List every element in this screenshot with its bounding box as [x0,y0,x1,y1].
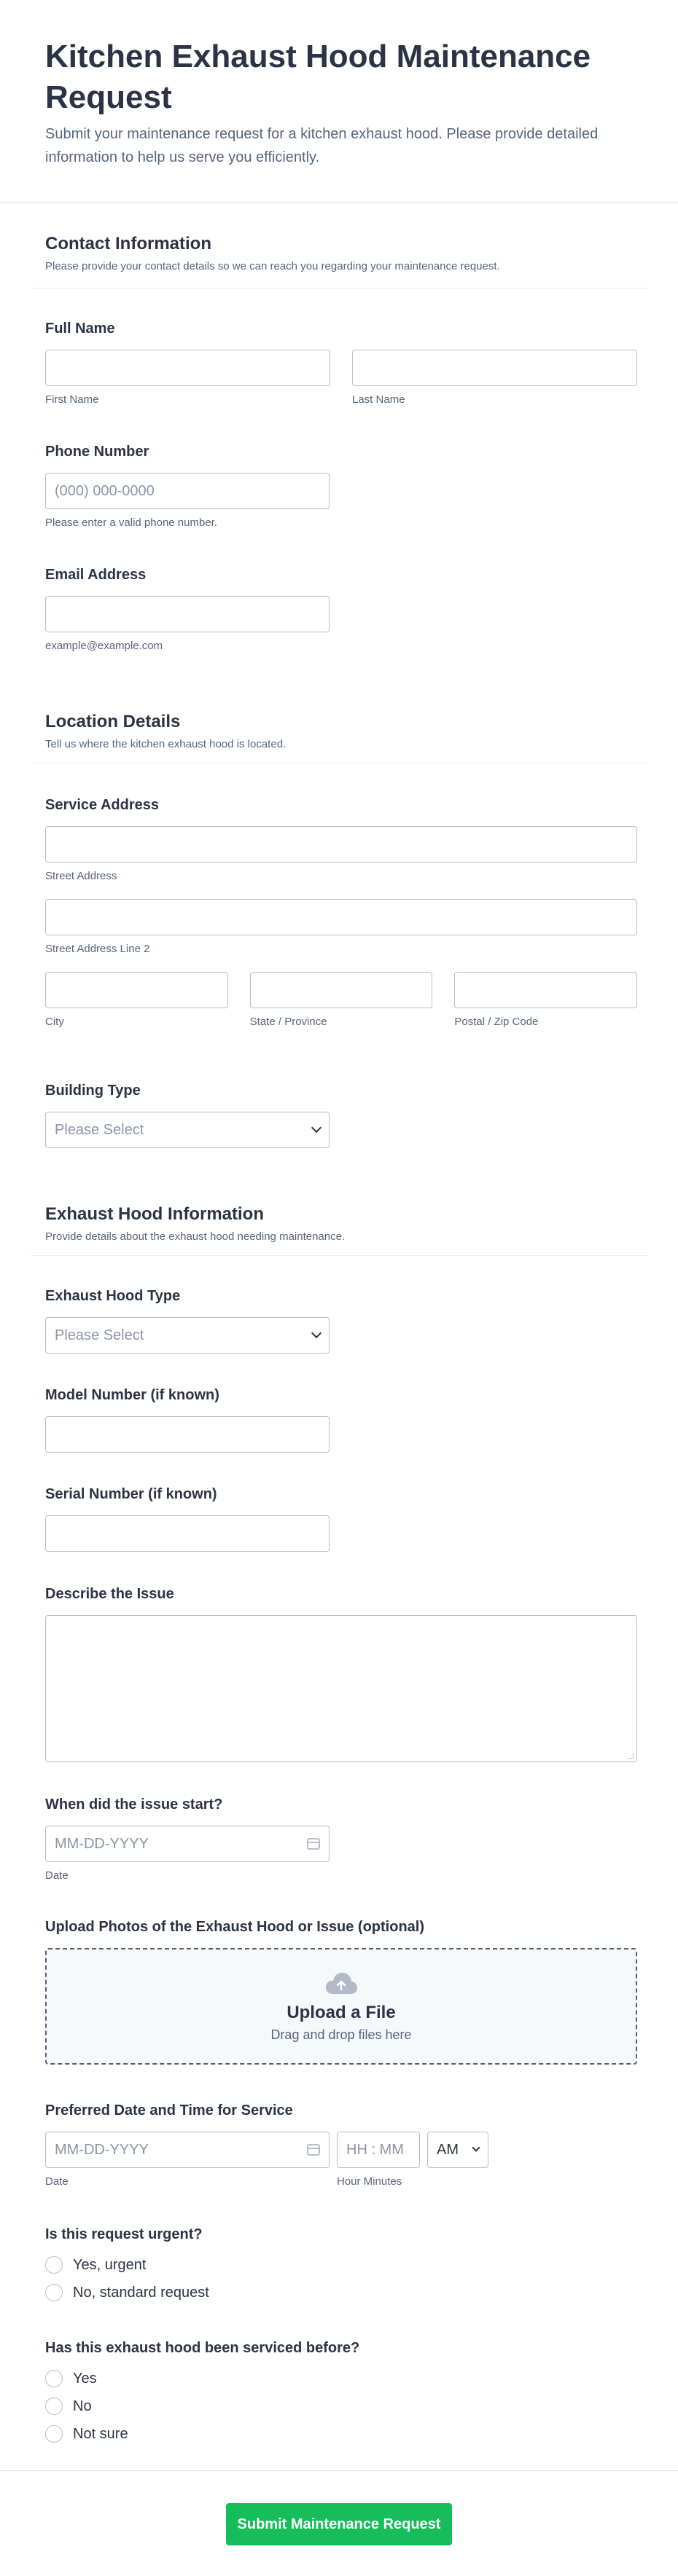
sublabel: Date [45,1869,69,1882]
hood-type-select[interactable] [45,1317,330,1354]
calendar-icon[interactable] [307,1838,320,1850]
field-label: Model Number (if known) [45,1387,219,1403]
radio-option-urgent[interactable] [45,2251,483,2279]
field-label: Full Name [45,321,115,337]
select-placeholder: Please Select [55,1327,144,1343]
calendar-icon[interactable] [307,2144,320,2156]
hood-type-field [45,1287,337,1354]
section-exhaust-hood [31,1189,647,1256]
sublabel: Street Address [45,870,117,882]
chevron-down-icon [311,1123,322,1133]
field-label: Exhaust Hood Type [45,1288,181,1304]
model-number-input[interactable] [45,1416,330,1453]
sublabel: Date [45,2175,69,2188]
page-title: Kitchen Exhaust Hood Maintenance Request [45,39,591,115]
section-contact [31,219,647,288]
ampm-value: AM [437,2141,459,2158]
form-footer [0,2470,678,2576]
radio-option-standard[interactable] [45,2279,483,2306]
sublabel: Please enter a valid phone number. [45,517,217,529]
first-name-input[interactable] [45,350,330,386]
zip-input[interactable] [454,972,637,1008]
email-input[interactable] [45,596,330,632]
radio-option-yes[interactable] [45,2365,483,2392]
chevron-down-icon [311,1328,322,1338]
section-title: Contact Information [45,234,211,254]
upload-title: Upload a File [287,2002,396,2022]
issue-start-date-input[interactable] [45,1826,330,1862]
radio-label: Not sure [73,2425,128,2442]
file-dropzone[interactable] [45,1948,637,2065]
preferred-date-input[interactable] [45,2132,330,2168]
field-label: Upload Photos of the Exhaust Hood or Issue (optional) [45,1919,424,1935]
sublabel: Street Address Line 2 [45,943,150,955]
radio-label: Yes [73,2370,97,2387]
field-label: Is this request urgent? [45,2226,203,2242]
building-type-select[interactable] [45,1112,330,1148]
time-input[interactable]: HH : MM [337,2132,420,2168]
radio-circle[interactable] [45,2284,63,2301]
city-input[interactable] [45,972,228,1008]
full-name-field [45,319,637,407]
section-description: Please provide your contact details so we can reach you regarding your maintenance request. [45,260,500,272]
email-field [45,565,337,653]
field-label: Service Address [45,797,160,813]
building-type-field [45,1081,337,1148]
sublabel: Last Name [352,393,405,406]
section-description: Provide details about the exhaust hood needing maintenance. [45,1230,346,1243]
field-label: Email Address [45,567,147,583]
model-number-field [45,1386,337,1453]
section-title: Exhaust Hood Information [45,1204,264,1224]
field-label: Building Type [45,1083,141,1099]
serial-number-field [45,1485,337,1552]
radio-label: Yes, urgent [73,2256,147,2273]
radio-label: No, standard request [73,2284,209,2301]
page-subtitle: Submit your maintenance request for a kitchen exhaust hood. Please provide detailed information to help us serve you efficiently. [45,126,599,165]
section-description: Tell us where the kitchen exhaust hood is located. [45,738,287,750]
describe-issue-field [45,1585,637,1762]
field-label: Has this exhaust hood been serviced before? [45,2340,360,2356]
submit-button[interactable]: Submit Maintenance Request [226,2503,452,2545]
serial-number-input[interactable] [45,1515,330,1552]
urgent-field [45,2225,483,2306]
sublabel: State / Province [249,1016,327,1028]
resize-handle-icon[interactable] [628,1753,634,1759]
issue-textarea[interactable] [45,1615,637,1762]
radio-circle[interactable] [45,2370,63,2387]
phone-field [45,442,337,530]
radio-label: No [73,2398,92,2414]
chevron-down-icon [472,2143,480,2151]
select-placeholder: Please Select [55,1121,144,1138]
street-address-input[interactable] [45,826,637,863]
date-placeholder: MM-DD-YYYY [55,1835,149,1852]
last-name-input[interactable] [352,350,637,386]
radio-option-no[interactable] [45,2392,483,2420]
serviced-before-field [45,2339,483,2448]
date-placeholder: MM-DD-YYYY [55,2141,149,2158]
radio-circle[interactable] [45,2256,63,2274]
sublabel: City [45,1016,64,1028]
street-address-line2-input[interactable] [45,899,637,935]
state-input[interactable] [250,972,433,1008]
service-address-field [45,796,637,1029]
issue-start-field [45,1795,337,1882]
upload-photos-field [45,1917,637,2065]
upload-subtitle: Drag and drop files here [270,2027,412,2042]
field-label: Serial Number (if known) [45,1486,217,1502]
field-label: When did the issue start? [45,1796,223,1813]
cloud-upload-icon [324,1971,358,1995]
form-header [0,0,678,203]
field-label: Preferred Date and Time for Service [45,2102,293,2118]
field-label: Phone Number [45,444,149,460]
sublabel: Hour Minutes [337,2175,402,2188]
radio-circle[interactable] [45,2425,63,2443]
section-title: Location Details [45,712,181,731]
radio-circle[interactable] [45,2398,63,2415]
radio-option-not-sure[interactable] [45,2420,483,2448]
preferred-datetime-field [45,2101,637,2188]
section-location [31,696,647,763]
ampm-select[interactable] [427,2132,488,2168]
phone-input[interactable]: (000) 000-0000 [45,473,330,509]
sublabel: First Name [45,393,99,406]
sublabel: Postal / Zip Code [454,1016,539,1028]
field-label: Describe the Issue [45,1586,174,1602]
sublabel: example@example.com [45,640,163,652]
